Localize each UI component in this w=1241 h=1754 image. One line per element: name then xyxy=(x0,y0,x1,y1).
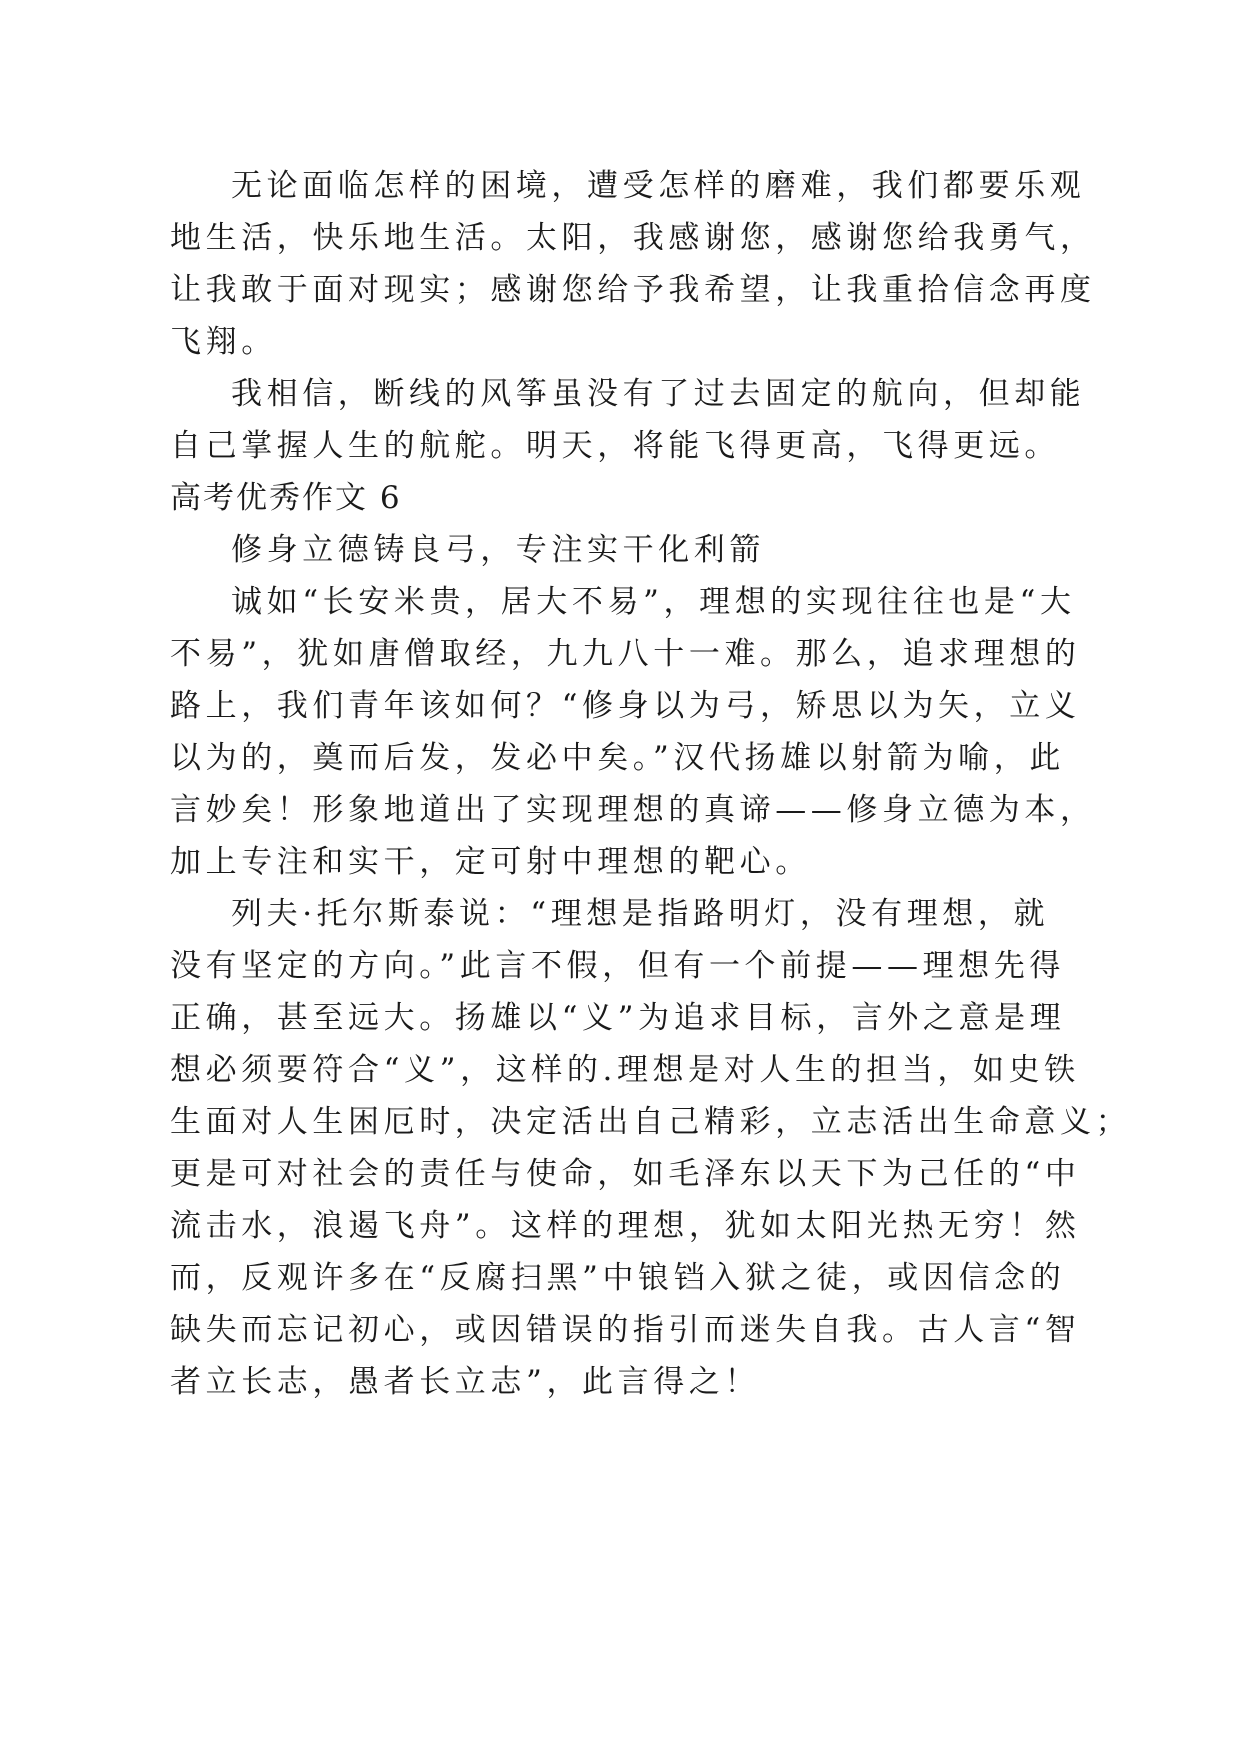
text-line-6: 自己掌握人生的航舵。明天，将能飞得更高，飞得更远。 xyxy=(170,428,1060,464)
text-line-5: 我相信，断线的风筝虽没有了过去固定的航向，但却能 xyxy=(231,376,1086,412)
text-line-3: 让我敢于面对现实；感谢您给予我希望，让我重拾信念再度 xyxy=(170,272,1096,308)
text-line-15: 列夫·托尔斯泰说：“理想是指路明灯，没有理想，就 xyxy=(231,896,1050,932)
text-line-10: 不易”，犹如唐僧取经，九九八十一难。那么，追求理想的 xyxy=(170,636,1081,672)
text-line-11: 路上，我们青年该如何？“修身以为弓，矫思以为矢，立义 xyxy=(170,688,1081,724)
essay-title: 修身立德铸良弓，专注实干化利箭 xyxy=(231,532,765,568)
text-line-9: 诚如“长安米贵，居大不易”，理想的实现往往也是“大 xyxy=(231,584,1076,620)
text-line-13: 言妙矣！形象地道出了实现理想的真谛——修身立德为本， xyxy=(170,792,1096,828)
text-line-12: 以为的，奠而后发，发必中矣。”汉代扬雄以射箭为喻，此 xyxy=(170,740,1065,776)
text-line-21: 流击水，浪遏飞舟”。这样的理想，犹如太阳光热无穷！然 xyxy=(170,1208,1081,1244)
text-line-2: 地生活，快乐地生活。太阳，我感谢您，感谢您给我勇气， xyxy=(170,220,1096,256)
text-line-16: 没有坚定的方向。”此言不假，但有一个前提——理想先得 xyxy=(170,948,1065,984)
text-line-14: 加上专注和实干，定可射中理想的靶心。 xyxy=(170,844,811,880)
text-line-19: 生面对人生困厄时，决定活出自己精彩，立志活出生命意义； xyxy=(170,1104,1132,1140)
section-heading: 高考优秀作文 6 xyxy=(170,480,402,516)
text-line-4: 飞翔。 xyxy=(170,324,277,360)
text-line-1: 无论面临怎样的困境，遭受怎样的磨难，我们都要乐观 xyxy=(231,168,1086,204)
text-line-17: 正确，甚至远大。扬雄以“义”为追求目标，言外之意是理 xyxy=(170,1000,1066,1036)
text-line-20: 更是可对社会的责任与使命，如毛泽东以天下为己任的“中 xyxy=(170,1156,1081,1192)
text-line-24: 者立长志，愚者长立志”，此言得之！ xyxy=(170,1364,761,1400)
text-line-22: 而，反观许多在“反腐扫黑”中锒铛入狱之徒，或因信念的 xyxy=(170,1260,1066,1296)
text-line-18: 想必须要符合“义”，这样的.理想是对人生的担当，如史铁 xyxy=(170,1052,1080,1088)
text-line-23: 缺失而忘记初心，或因错误的指引而迷失自我。古人言“智 xyxy=(170,1312,1081,1348)
